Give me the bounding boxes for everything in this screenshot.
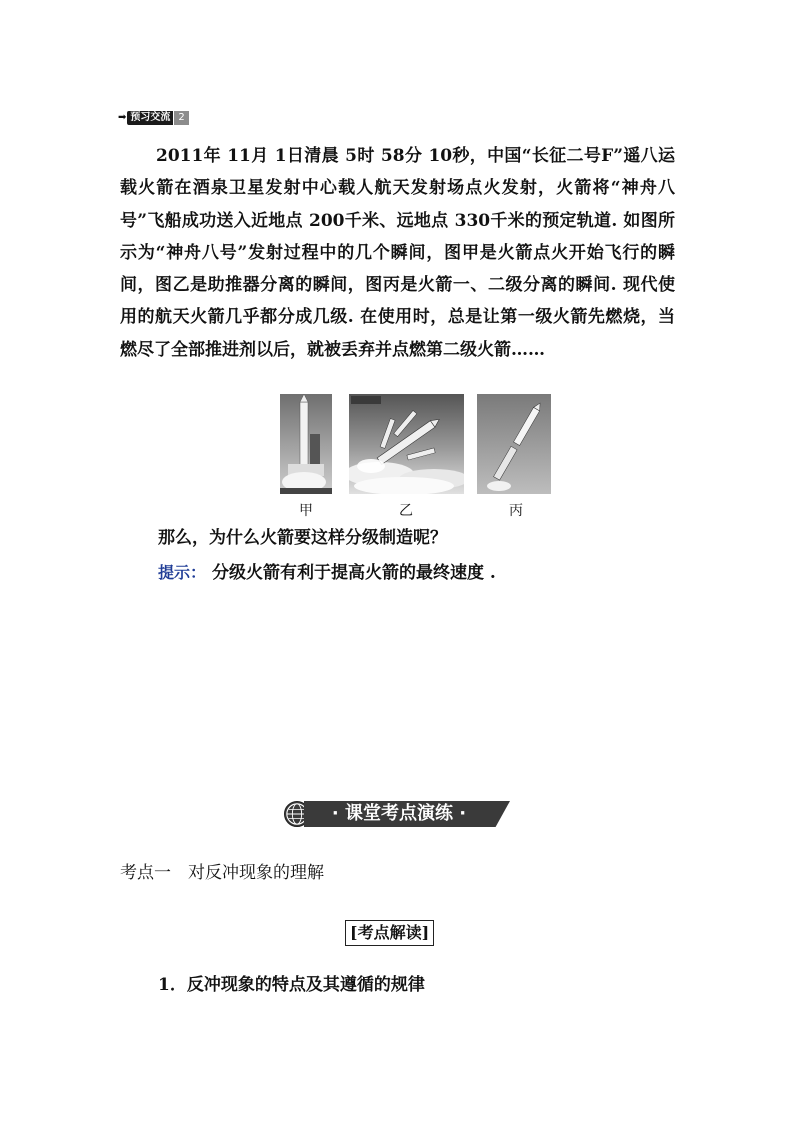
- arrow-icon: ➡: [118, 112, 127, 123]
- box-title: [考点解读]: [345, 920, 434, 946]
- rocket-figures: [280, 394, 552, 494]
- section-banner: [284, 800, 510, 828]
- intro-paragraph: 2011年 11月 1日清晨 5时 58分 10秒，中国“长征二号F”遥八运载火箭在酒泉卫星发射中心载人航天发射场点火发射，火箭将“神舟八号”飞船成功送入近地点 200千米、远地点 330千米的预定轨道. 如图所示为“神舟八号”发射过程中的几个瞬间，图甲是火箭点火开始飞行的瞬间，图乙是助推器分离的瞬间，图丙是火箭一、二级分离的瞬间. 现代使用的航天火箭几乎都分成几级. 在使用时，总是让第一级火箭先燃烧，当燃尽了全部推进剂以后，就被丢弃并点燃第二级火箭……: [120, 146, 675, 360]
- banner-text: · 课堂考点演练 ·: [331, 803, 467, 824]
- figure-a-label: 甲: [299, 503, 313, 519]
- hint-text: 分级火箭有利于提高火箭的最终速度 .: [212, 563, 496, 583]
- figure-booster-separation-image: [349, 394, 464, 494]
- question-text: 那么，为什么火箭要这样分级制造呢？: [158, 528, 447, 548]
- tag-label: 预习交流: [127, 111, 173, 125]
- figure-launch-image: [280, 394, 332, 494]
- section-title: 考点一 对反冲现象的理解: [120, 863, 324, 883]
- preview-exchange-tag: [118, 111, 189, 125]
- item-title: 1．反冲现象的特点及其遵循的规律: [158, 975, 425, 995]
- hint-label: 提示：: [158, 563, 207, 582]
- figure-b-label: 乙: [399, 503, 413, 519]
- figure-c-label: 丙: [509, 503, 523, 519]
- figure-stage-separation-image: [477, 394, 551, 494]
- tag-number: 2: [174, 111, 188, 125]
- hint-block: [158, 561, 496, 585]
